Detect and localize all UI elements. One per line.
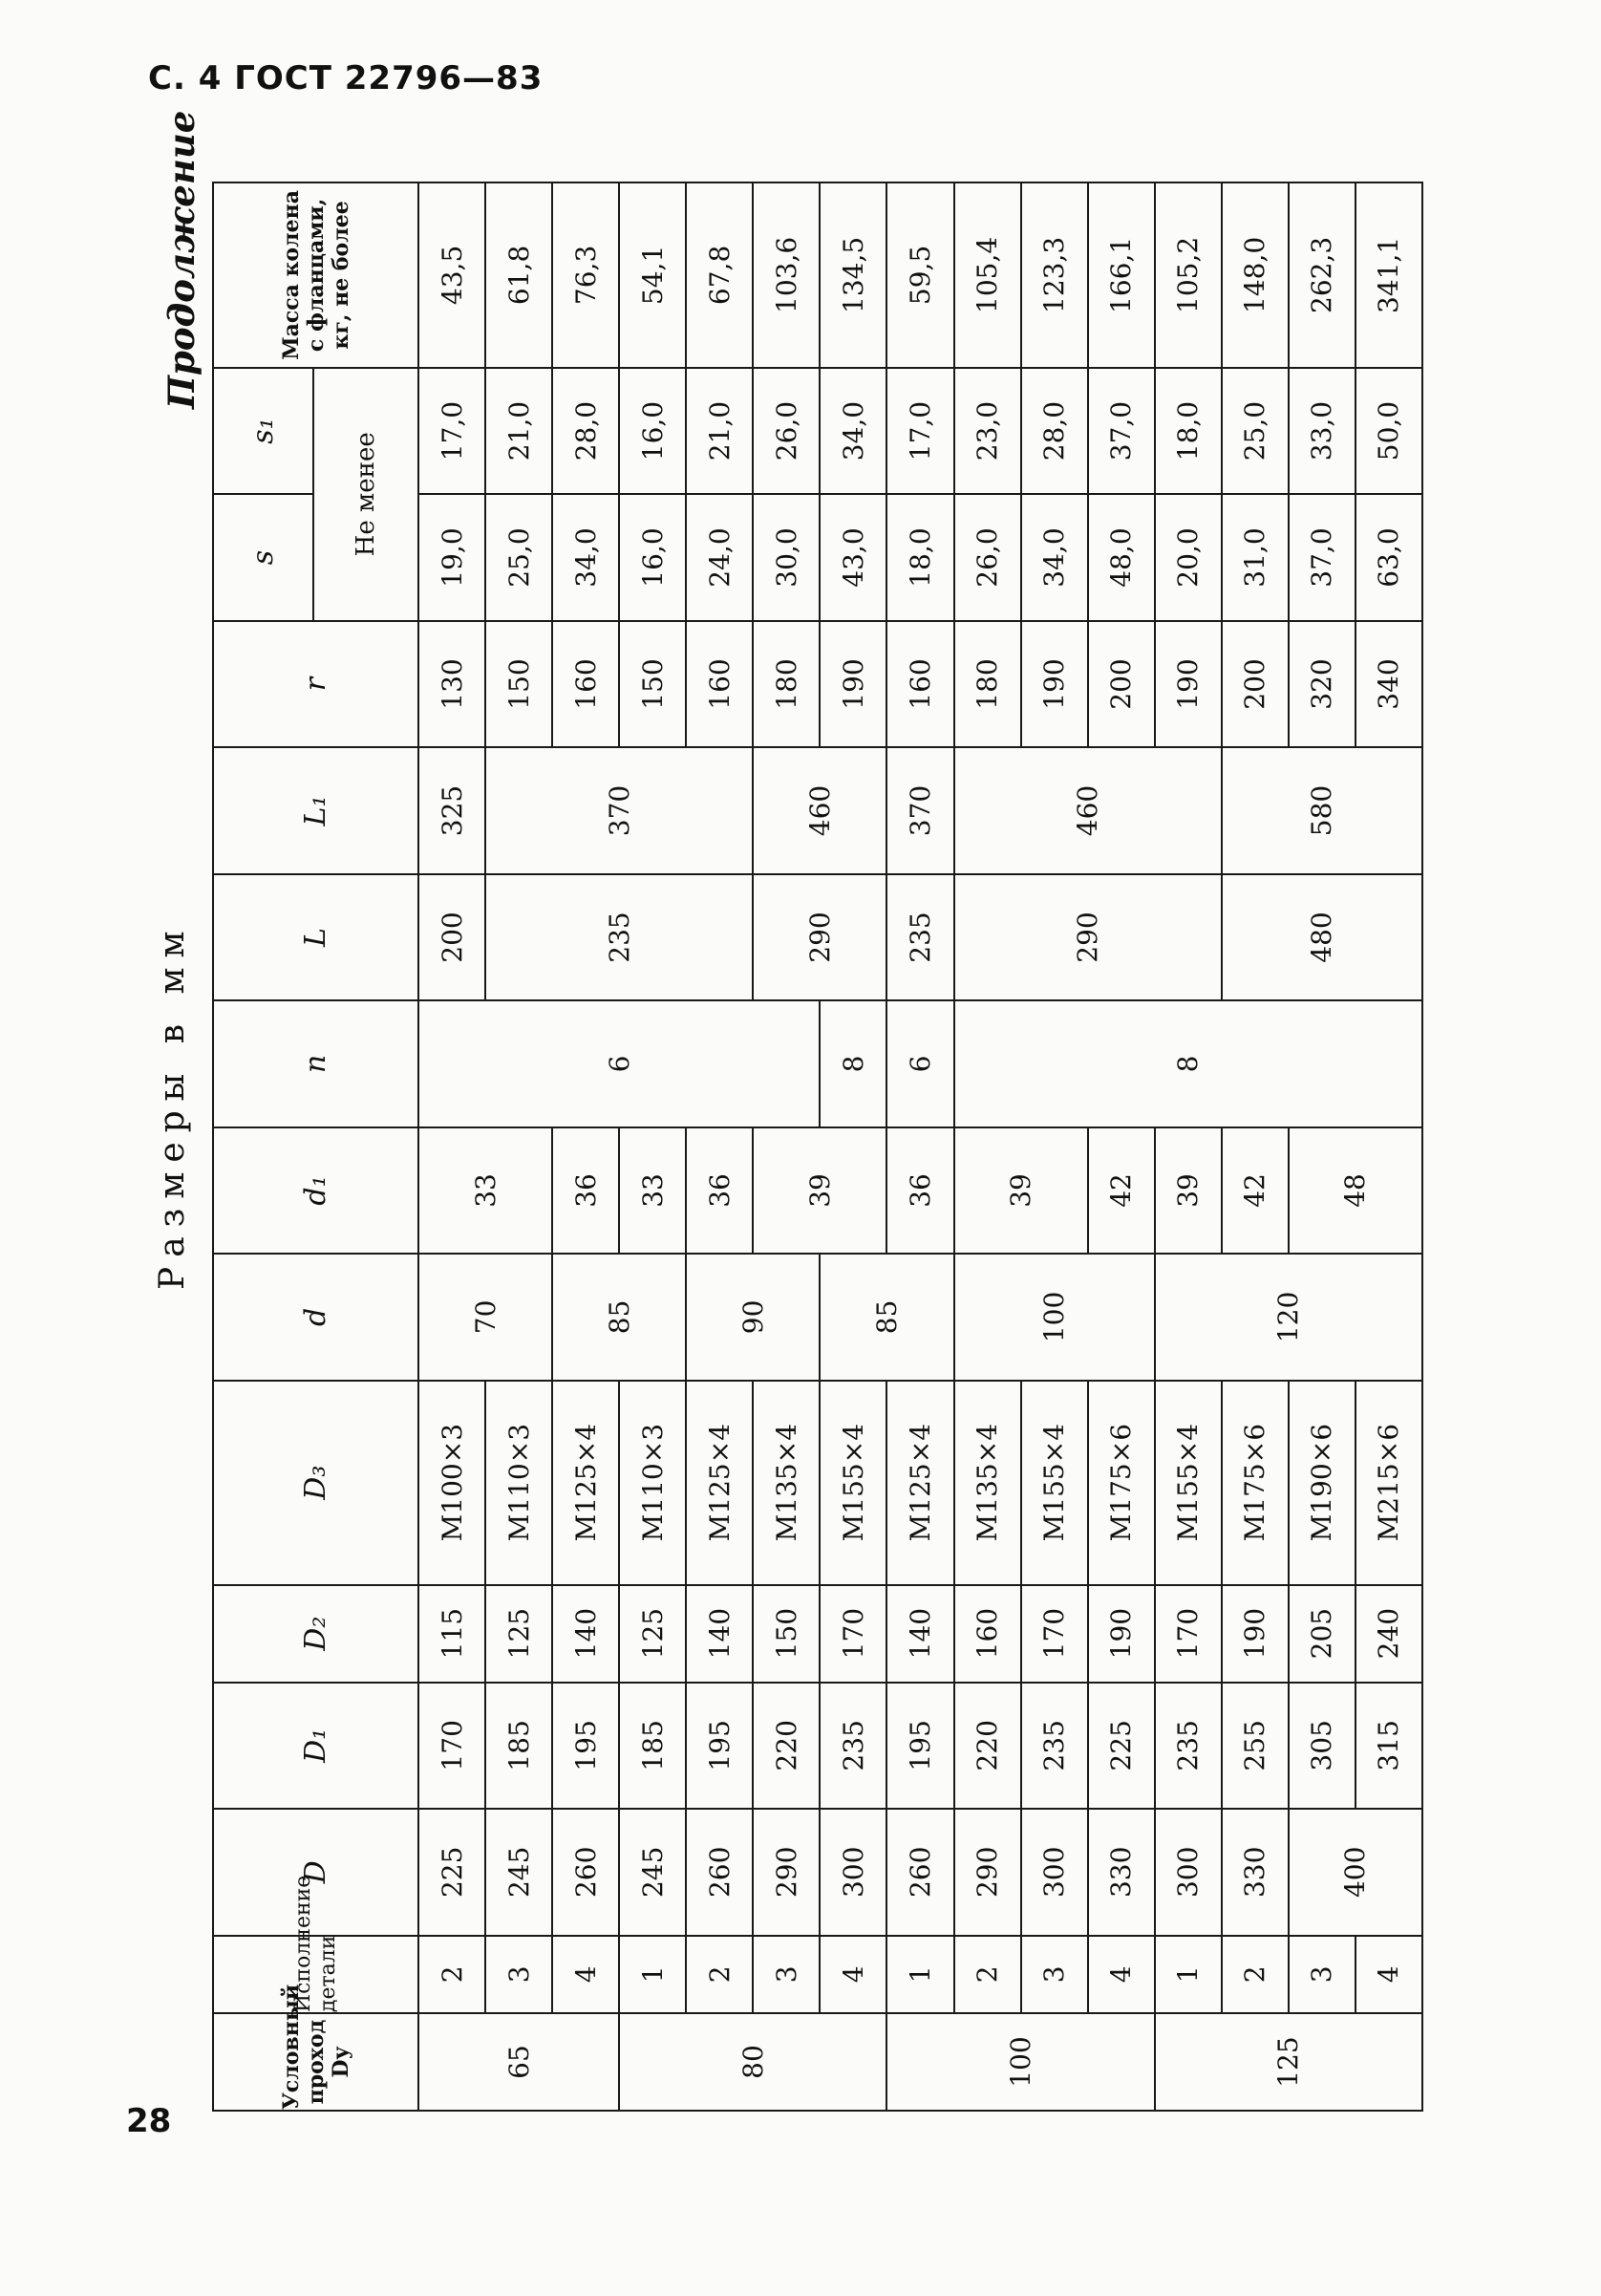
cell-D1: 220 (753, 1683, 820, 1809)
cell-D: 330 (1222, 1809, 1289, 1935)
cell-dy: 65 (418, 2013, 619, 2111)
cell-r: 160 (686, 621, 753, 747)
cell-r: 160 (552, 621, 619, 747)
cell-s1: 25,0 (1222, 368, 1289, 494)
table-title: Размеры в мм (153, 921, 192, 1290)
col-header-L: L (213, 874, 418, 1000)
cell-D1: 235 (1021, 1683, 1088, 1809)
cell-ispolnenie: 2 (1222, 1936, 1289, 2014)
cell-d1: 39 (954, 1127, 1088, 1254)
table-row (1222, 182, 1289, 2111)
table-row (753, 182, 820, 2111)
cell-s1: 34,0 (820, 368, 886, 494)
cell-d1: 39 (753, 1127, 886, 1254)
cell-ispolnenie: 4 (1088, 1936, 1155, 2014)
cell-L: 235 (886, 874, 953, 1000)
cell-ispolnenie: 3 (485, 1936, 552, 2014)
cell-D2: 115 (418, 1585, 485, 1683)
table-row (886, 182, 953, 2111)
cell-s1: 26,0 (753, 368, 820, 494)
cell-d1: 39 (1155, 1127, 1222, 1254)
cell-ispolnenie: 1 (1155, 1936, 1222, 2014)
cell-d1: 36 (686, 1127, 753, 1254)
cell-D1: 195 (686, 1683, 753, 1809)
col-header-d: d (213, 1254, 418, 1380)
cell-D3: M110×3 (485, 1381, 552, 1585)
cell-ispolnenie: 2 (954, 1936, 1021, 2014)
col-header-dy: Условный проход Dу (213, 2013, 418, 2111)
cell-dy: 80 (619, 2013, 886, 2111)
cell-D2: 140 (552, 1585, 619, 1683)
cell-D1: 235 (1155, 1683, 1222, 1809)
cell-d: 100 (954, 1254, 1155, 1380)
cell-r: 160 (886, 621, 953, 747)
cell-mass: 43,5 (418, 182, 485, 368)
cell-ispolnenie: 3 (1021, 1936, 1088, 2014)
cell-ispolnenie: 3 (1289, 1936, 1356, 2014)
dimensions-table (212, 182, 1423, 2112)
cell-D: 300 (1155, 1809, 1222, 1935)
cell-D2: 170 (1021, 1585, 1088, 1683)
cell-mass: 61,8 (485, 182, 552, 368)
cell-s1: 17,0 (418, 368, 485, 494)
cell-D3: M100×3 (418, 1381, 485, 1585)
cell-D3: M175×6 (1222, 1381, 1289, 1585)
cell-D3: M110×3 (619, 1381, 686, 1585)
cell-s: 20,0 (1155, 494, 1222, 620)
table-row (1155, 182, 1222, 2111)
cell-mass: 123,3 (1021, 182, 1088, 368)
cell-D3: M155×4 (1021, 1381, 1088, 1585)
cell-d1: 48 (1289, 1127, 1422, 1254)
cell-L: 235 (485, 874, 753, 1000)
cell-D: 245 (619, 1809, 686, 1935)
cell-r: 200 (1222, 621, 1289, 747)
cell-D: 260 (552, 1809, 619, 1935)
cell-s: 19,0 (418, 494, 485, 620)
cell-s: 37,0 (1289, 494, 1356, 620)
cell-D1: 195 (886, 1683, 953, 1809)
col-header-s: s (213, 494, 313, 620)
cell-ispolnenie: 4 (1356, 1936, 1422, 2014)
cell-n: 8 (820, 1000, 886, 1127)
cell-D3: M215×6 (1356, 1381, 1422, 1585)
cell-s: 30,0 (753, 494, 820, 620)
cell-D: 330 (1088, 1809, 1155, 1935)
cell-mass: 134,5 (820, 182, 886, 368)
cell-mass: 105,2 (1155, 182, 1222, 368)
cell-s: 31,0 (1222, 494, 1289, 620)
cell-s1: 16,0 (619, 368, 686, 494)
cell-mass: 105,4 (954, 182, 1021, 368)
cell-L1: 580 (1222, 747, 1422, 873)
cell-D2: 170 (820, 1585, 886, 1683)
cell-s: 48,0 (1088, 494, 1155, 620)
cell-d1: 42 (1222, 1127, 1289, 1254)
cell-r: 200 (1088, 621, 1155, 747)
cell-s: 43,0 (820, 494, 886, 620)
cell-D: 245 (485, 1809, 552, 1935)
col-header-s1: s₁ (213, 368, 313, 494)
cell-D3: M125×4 (686, 1381, 753, 1585)
cell-mass: 103,6 (753, 182, 820, 368)
cell-mass: 341,1 (1356, 182, 1422, 368)
cell-mass: 76,3 (552, 182, 619, 368)
cell-n: 6 (886, 1000, 953, 1127)
cell-D1: 195 (552, 1683, 619, 1809)
cell-L1: 325 (418, 747, 485, 873)
cell-d1: 33 (418, 1127, 552, 1254)
cell-D2: 160 (954, 1585, 1021, 1683)
cell-mass: 148,0 (1222, 182, 1289, 368)
cell-L1: 460 (753, 747, 886, 873)
cell-r: 320 (1289, 621, 1356, 747)
cell-r: 150 (485, 621, 552, 747)
cell-D1: 315 (1356, 1683, 1422, 1809)
cell-r: 180 (954, 621, 1021, 747)
cell-D2: 190 (1222, 1585, 1289, 1683)
cell-D3: M190×6 (1289, 1381, 1356, 1585)
cell-d: 85 (552, 1254, 686, 1380)
cell-D3: M155×4 (820, 1381, 886, 1585)
table-row (619, 182, 686, 2111)
cell-d: 90 (686, 1254, 820, 1380)
table-row (954, 182, 1021, 2111)
cell-D3: M135×4 (753, 1381, 820, 1585)
cell-d: 70 (418, 1254, 552, 1380)
header-row (213, 182, 313, 2111)
table-row (1289, 182, 1356, 2111)
cell-s: 18,0 (886, 494, 953, 620)
cell-D2: 240 (1356, 1585, 1422, 1683)
cell-D: 260 (686, 1809, 753, 1935)
table-row (686, 182, 753, 2111)
cell-d1: 36 (552, 1127, 619, 1254)
cell-D2: 140 (686, 1585, 753, 1683)
cell-D3: M125×4 (552, 1381, 619, 1585)
cell-s1: 18,0 (1155, 368, 1222, 494)
cell-D1: 185 (485, 1683, 552, 1809)
cell-ispolnenie: 2 (418, 1936, 485, 2014)
cell-ispolnenie: 2 (686, 1936, 753, 2014)
col-header-D: D (213, 1809, 418, 1935)
table-row (552, 182, 619, 2111)
cell-s: 34,0 (1021, 494, 1088, 620)
cell-s1: 50,0 (1356, 368, 1422, 494)
rotated-table-sheet (153, 110, 1423, 2112)
cell-ispolnenie: 1 (619, 1936, 686, 2014)
cell-d: 120 (1155, 1254, 1422, 1380)
col-header-d1: d₁ (213, 1127, 418, 1254)
cell-D2: 190 (1088, 1585, 1155, 1683)
page-header: С. 4 ГОСТ 22796—83 (148, 59, 544, 97)
continuation-label: Продолжение (160, 110, 203, 409)
cell-D2: 150 (753, 1585, 820, 1683)
cell-mass: 54,1 (619, 182, 686, 368)
cell-D2: 170 (1155, 1585, 1222, 1683)
cell-r: 130 (418, 621, 485, 747)
cell-d1: 42 (1088, 1127, 1155, 1254)
cell-r: 150 (619, 621, 686, 747)
cell-D2: 125 (619, 1585, 686, 1683)
cell-L1: 460 (954, 747, 1222, 873)
cell-D2: 125 (485, 1585, 552, 1683)
cell-D: 290 (954, 1809, 1021, 1935)
cell-ispolnenie: 4 (552, 1936, 619, 2014)
col-header-ne-menee: Не менее (313, 368, 418, 621)
cell-d1: 36 (886, 1127, 953, 1254)
cell-s: 24,0 (686, 494, 753, 620)
col-header-mass: Масса колена с фланцами, кг, не более (213, 182, 418, 368)
cell-D: 300 (1021, 1809, 1088, 1935)
page-number: 28 (126, 2102, 172, 2140)
cell-r: 180 (753, 621, 820, 747)
cell-s1: 28,0 (1021, 368, 1088, 494)
cell-D2: 140 (886, 1585, 953, 1683)
cell-D: 300 (820, 1809, 886, 1935)
cell-D3: M155×4 (1155, 1381, 1222, 1585)
cell-n: 8 (954, 1000, 1422, 1127)
cell-L: 480 (1222, 874, 1422, 1000)
cell-L: 200 (418, 874, 485, 1000)
cell-D: 225 (418, 1809, 485, 1935)
cell-D: 290 (753, 1809, 820, 1935)
cell-n: 6 (418, 1000, 820, 1127)
cell-s: 16,0 (619, 494, 686, 620)
cell-ispolnenie: 1 (886, 1936, 953, 2014)
cell-s: 26,0 (954, 494, 1021, 620)
cell-mass: 67,8 (686, 182, 753, 368)
col-header-D1: D₁ (213, 1683, 418, 1809)
table-row (1088, 182, 1155, 2111)
cell-D3: M135×4 (954, 1381, 1021, 1585)
cell-s: 63,0 (1356, 494, 1422, 620)
cell-d: 85 (820, 1254, 953, 1380)
cell-s1: 28,0 (552, 368, 619, 494)
cell-L: 290 (753, 874, 886, 1000)
cell-s1: 21,0 (485, 368, 552, 494)
cell-d1: 33 (619, 1127, 686, 1254)
cell-D: 260 (886, 1809, 953, 1935)
col-header-r: r (213, 621, 418, 747)
cell-s1: 17,0 (886, 368, 953, 494)
cell-s: 34,0 (552, 494, 619, 620)
cell-D1: 255 (1222, 1683, 1289, 1809)
cell-L: 290 (954, 874, 1222, 1000)
cell-dy: 125 (1155, 2013, 1422, 2111)
cell-r: 190 (1021, 621, 1088, 747)
cell-mass: 166,1 (1088, 182, 1155, 368)
cell-dy: 100 (886, 2013, 1154, 2111)
col-header-L1: L₁ (213, 747, 418, 873)
cell-D1: 170 (418, 1683, 485, 1809)
cell-s1: 37,0 (1088, 368, 1155, 494)
col-header-ispolnenie: Исполнение детали (213, 1936, 418, 2014)
cell-s1: 23,0 (954, 368, 1021, 494)
cell-s: 25,0 (485, 494, 552, 620)
table-row (418, 182, 485, 2111)
cell-D1: 225 (1088, 1683, 1155, 1809)
cell-s1: 33,0 (1289, 368, 1356, 494)
cell-mass: 262,3 (1289, 182, 1356, 368)
cell-r: 190 (820, 621, 886, 747)
cell-mass: 59,5 (886, 182, 953, 368)
cell-D: 400 (1289, 1809, 1422, 1935)
cell-D1: 305 (1289, 1683, 1356, 1809)
col-header-D2: D₂ (213, 1585, 418, 1683)
cell-D3: M125×4 (886, 1381, 953, 1585)
cell-L1: 370 (485, 747, 753, 873)
cell-ispolnenie: 4 (820, 1936, 886, 2014)
cell-r: 340 (1356, 621, 1422, 747)
cell-D1: 235 (820, 1683, 886, 1809)
cell-L1: 370 (886, 747, 953, 873)
cell-s1: 21,0 (686, 368, 753, 494)
cell-D3: M175×6 (1088, 1381, 1155, 1585)
cell-D2: 205 (1289, 1585, 1356, 1683)
cell-r: 190 (1155, 621, 1222, 747)
cell-ispolnenie: 3 (753, 1936, 820, 2014)
cell-D1: 220 (954, 1683, 1021, 1809)
col-header-D3: D₃ (213, 1381, 418, 1585)
col-header-n: n (213, 1000, 418, 1127)
cell-D1: 185 (619, 1683, 686, 1809)
